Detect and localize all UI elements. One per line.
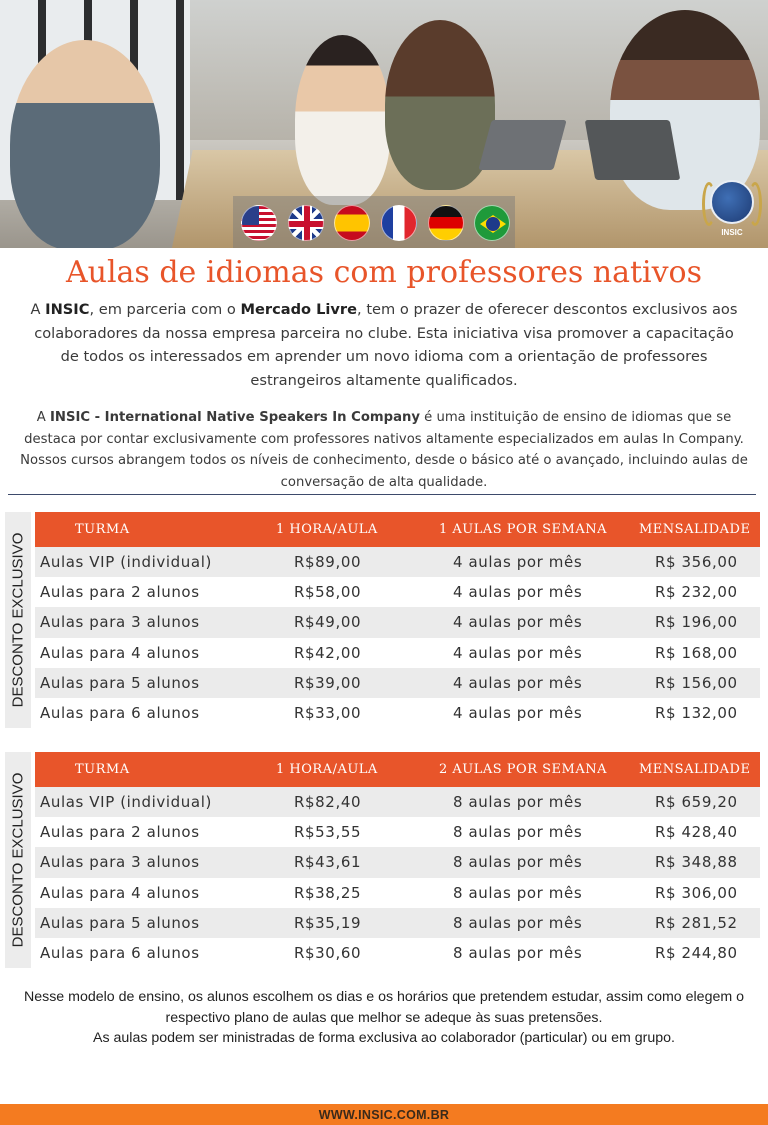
table-cell: 4 aulas por mês [453, 583, 583, 602]
brazil-flag-icon [474, 205, 510, 241]
header-mensalidade: MENSALIDADE [639, 522, 751, 537]
table-cell: R$30,60 [294, 943, 362, 962]
table-cell: Aulas para 3 alunos [40, 613, 200, 632]
laptop [585, 120, 681, 180]
table-cell: 8 aulas por mês [453, 913, 583, 932]
table-cell: Aulas VIP (individual) [40, 553, 212, 571]
table-cell: R$ 232,00 [655, 583, 738, 602]
side-label-2 [5, 752, 31, 968]
table-row [35, 607, 760, 637]
table-cell: Aulas para 6 alunos [40, 703, 200, 722]
table-cell: 8 aulas por mês [453, 793, 583, 811]
table-cell: Aulas para 4 alunos [40, 643, 200, 662]
table-cell: R$49,00 [294, 613, 362, 632]
table-cell: R$ 348,88 [655, 853, 738, 872]
table-row [35, 668, 760, 698]
header-aulas-semana: 2 AULAS POR SEMANA [439, 762, 607, 777]
table-cell: R$58,00 [294, 583, 362, 602]
table-row [35, 787, 760, 817]
footer-bar [0, 1104, 768, 1125]
table-cell: 8 aulas por mês [453, 943, 583, 962]
table-row [35, 908, 760, 938]
table-cell: R$ 244,80 [655, 943, 738, 962]
partner-name: Mercado Livre [240, 301, 358, 318]
table-cell: R$ 306,00 [655, 883, 738, 902]
about-paragraph [12, 407, 756, 493]
footnote [20, 987, 748, 1049]
person-left [10, 40, 160, 248]
header-mensalidade: MENSALIDADE [639, 762, 751, 777]
table-cell: R$42,00 [294, 643, 362, 662]
table-cell: 8 aulas por mês [453, 853, 583, 872]
header-aulas-semana: 1 AULAS POR SEMANA [439, 522, 607, 537]
table-cell: 8 aulas por mês [453, 883, 583, 902]
table-cell: 4 aulas por mês [453, 553, 583, 571]
table-header [35, 752, 760, 787]
header-hora-aula: 1 HORA/AULA [276, 522, 378, 537]
intro-paragraph [24, 298, 744, 392]
table-cell: R$ 281,52 [655, 913, 738, 932]
table-cell: R$ 156,00 [655, 673, 738, 692]
website-link[interactable]: WWW.INSIC.COM.BR [318, 1108, 450, 1122]
side-label-1 [5, 512, 31, 728]
table-body [35, 787, 760, 968]
person-center [295, 35, 390, 205]
table-cell: Aulas para 5 alunos [40, 913, 200, 932]
table-row [35, 878, 760, 908]
table-cell: 4 aulas por mês [453, 613, 583, 632]
footnote-line-2: As aulas podem ser ministradas de forma exclusiva ao colaborador (particular) ou em grupo. [93, 1030, 675, 1046]
united-states-flag-icon [241, 205, 277, 241]
table-cell: R$ 168,00 [655, 643, 738, 662]
table-cell: R$ 196,00 [655, 613, 738, 632]
spain-flag-icon [334, 205, 370, 241]
table-row [35, 638, 760, 668]
table-cell: Aulas para 2 alunos [40, 823, 200, 842]
person-back [385, 20, 495, 190]
united-kingdom-flag-icon [288, 205, 324, 241]
price-table-2 [35, 752, 760, 968]
table-cell: R$38,25 [294, 883, 362, 902]
table-cell: 4 aulas por mês [453, 643, 583, 662]
table-cell: R$89,00 [294, 553, 362, 571]
table-cell: R$33,00 [294, 703, 362, 722]
table-cell: Aulas VIP (individual) [40, 793, 212, 811]
header-turma: TURMA [75, 762, 130, 777]
paragraph-text: , tem o prazer de oferecer descontos exclusivos aos colaboradores da nossa empresa parceira no clube. Esta iniciativa visa promover a capacitação de todos os interessados em aprender um novo idioma com a orientação de professores estrangeiros altamente qualificados. [34, 301, 738, 389]
laptop [478, 120, 566, 170]
table-cell: R$ 428,40 [655, 823, 738, 842]
price-table-1 [35, 512, 760, 728]
footnote-line-1: Nesse modelo de ensino, os alunos escolhem os dias e os horários que pretendem estudar, assim como elegem o respectivo plano de aulas que melhor se adeque às suas pretensões. [23, 989, 745, 1026]
side-label-text: DESCONTO EXCLUSIVO [9, 532, 27, 708]
table-cell: R$82,40 [294, 793, 362, 811]
table-body [35, 547, 760, 728]
page-title: Aulas de idiomas com professores nativos [65, 255, 703, 290]
table-cell: R$43,61 [294, 853, 362, 872]
header-turma: TURMA [75, 522, 130, 537]
table-row [35, 817, 760, 847]
paragraph-text: , em parceria com o [89, 301, 241, 318]
brand-full-name: INSIC - International Native Speakers In Company [50, 410, 420, 425]
divider [8, 494, 756, 495]
table-cell: R$ 659,20 [655, 793, 738, 811]
table-cell: Aulas para 2 alunos [40, 583, 200, 602]
table-cell: Aulas para 4 alunos [40, 883, 200, 902]
germany-flag-icon [428, 205, 464, 241]
table-cell: R$39,00 [294, 673, 362, 692]
table-cell: R$ 356,00 [655, 553, 738, 571]
table-cell: R$ 132,00 [655, 703, 738, 722]
table-cell: Aulas para 6 alunos [40, 943, 200, 962]
paragraph-text: A [36, 410, 50, 425]
brand-name: INSIC [45, 301, 90, 318]
table-cell: 4 aulas por mês [453, 703, 583, 722]
table-cell: 4 aulas por mês [453, 673, 583, 692]
paragraph-text: é uma instituição de ensino de idiomas que se destaca por contar exclusivamente com professores nativos altamente especializados em aulas In Company. Nossos cursos abrangem todos os níveis de conhecimento, desde o básico até o avançado, incluindo aulas de conversação de alta qualidade. [20, 410, 748, 490]
table-cell: R$53,55 [294, 823, 362, 842]
france-flag-icon [381, 205, 417, 241]
table-cell: Aulas para 3 alunos [40, 853, 200, 872]
table-row [35, 847, 760, 877]
side-label-text: DESCONTO EXCLUSIVO [9, 772, 27, 948]
paragraph-text: A [30, 301, 46, 318]
logo-text: INSIC [721, 228, 743, 237]
table-cell: Aulas para 5 alunos [40, 673, 200, 692]
table-row [35, 547, 760, 577]
table-row [35, 938, 760, 968]
table-cell: R$35,19 [294, 913, 362, 932]
insic-logo [700, 178, 764, 242]
header-hora-aula: 1 HORA/AULA [276, 762, 378, 777]
table-row [35, 698, 760, 728]
laurel-icon [748, 182, 762, 226]
table-row [35, 577, 760, 607]
table-header [35, 512, 760, 547]
table-cell: 8 aulas por mês [453, 823, 583, 842]
